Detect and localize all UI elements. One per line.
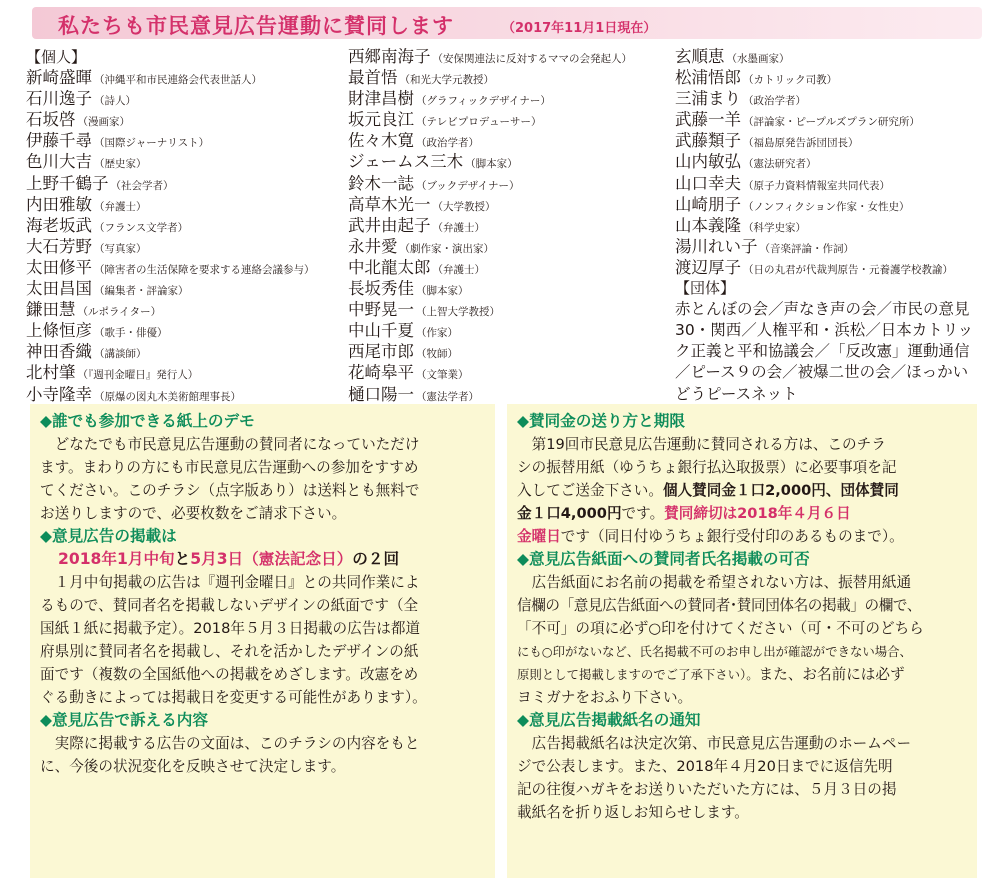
- group-list-line: どうピースネット: [675, 384, 798, 403]
- supporter-name: 神田香織: [26, 342, 92, 362]
- supporter-entry: [26, 109, 346, 130]
- supporter-role: （水墨画家）: [726, 53, 790, 65]
- supporter-role: （詩人）: [94, 95, 136, 108]
- supporter-entry: [348, 67, 668, 88]
- supporter-name: 渡辺厚子: [675, 257, 741, 277]
- supporter-role: （弁護士）: [432, 221, 485, 234]
- supporter-role: （大学教授）: [432, 200, 496, 213]
- supporters-column-3: [675, 46, 995, 405]
- supporter-entry: [675, 194, 995, 215]
- supporter-name: 湯川れい子: [675, 236, 758, 256]
- section-title-paper-demo: ◆誰でも参加できる紙上のデモ: [40, 412, 255, 430]
- supporter-role: （漫画家）: [77, 116, 130, 129]
- supporter-role: （安保関連法に反対するママの会発起人）: [432, 53, 632, 65]
- supporter-entry: [348, 215, 668, 236]
- supporter-name: 小寺隆幸: [26, 384, 92, 404]
- group-list-line: 30・関西／人権平和・浜松／日本カトリッ: [675, 321, 974, 340]
- supporter-entry: [26, 320, 346, 341]
- supporter-name: 中山千夏: [348, 321, 414, 341]
- supporter-role: （憲法研究者）: [743, 158, 817, 171]
- supporter-entry: [348, 109, 668, 130]
- supporter-entry: [26, 151, 346, 172]
- group-list-line: ／ピース９の会／被爆二世の会／ほっかい: [675, 363, 969, 382]
- supporter-entry: [348, 194, 668, 215]
- info-panel-right: [507, 404, 977, 878]
- supporters-column-1: [26, 46, 346, 405]
- section-title-notification: ◆意見広告掲載紙名の通知: [517, 711, 701, 729]
- supporter-name: 鈴木一誌: [348, 173, 414, 193]
- supporter-entry: [26, 257, 346, 278]
- supporter-name: 玄順恵: [675, 47, 725, 66]
- supporter-role: （弁護士）: [94, 200, 147, 213]
- supporter-entry: [348, 299, 668, 320]
- supporter-name: 中野晃一: [348, 300, 414, 320]
- supporter-name: 伊藤千尋: [26, 131, 92, 151]
- supporter-entry: [348, 88, 668, 109]
- supporter-role: （ルポライター）: [77, 306, 162, 319]
- supporter-entry: [348, 320, 668, 341]
- supporter-name: 花崎皋平: [348, 363, 414, 383]
- supporter-role: （歴史家）: [94, 158, 147, 171]
- supporter-entry: [348, 278, 668, 299]
- supporter-entry: [348, 384, 668, 405]
- supporter-name: ジェームス三木: [348, 152, 464, 172]
- paper-demo-text: どなたでも市民意見広告運動の賛同者になっていただけ ます。まわりの方にも市民意見広告運動への参加をすすめ てください。このチラシ（点字版あり）は送料とも無料で お送りしますので、必要枚数をご請求下さい。: [40, 436, 420, 522]
- supporter-role: （音楽評論・作詞）: [759, 242, 854, 255]
- supporter-role: （政治学者）: [743, 95, 806, 108]
- section-title-donation: ◆賛同金の送り方と期限: [517, 412, 685, 430]
- donation-text: 第19回市民意見広告運動に賛同される方は、このチラ シの振替用紙（ゆうちょ銀行払込取扱票）に必要事項を記 入してご送金下さい。個人賛同金１口2,000円、団体賛同 金１口4,000円です。賛同締切は2018年４月６日 金曜日です（同日付ゆうちょ銀行受付印のあるものまで）。: [517, 436, 904, 545]
- supporter-role: （社会学者）: [110, 179, 174, 192]
- notification-text: 広告掲載紙名は決定次第、市民意見広告運動のホームペー ジで公表します。また、2018年４月20日までに返信先明 記の往復ハガキをお送りいただいた方には、５月３日の掲 載紙名を折り返しお知らせします。: [517, 735, 912, 821]
- section-title-publication: ◆意見広告の掲載は: [40, 527, 177, 545]
- supporter-role: （障害者の生活保障を要求する連絡会議参与）: [94, 263, 315, 276]
- group-list-line: 赤とんぼの会／声なき声の会／市民の意見: [675, 300, 970, 319]
- supporter-name: 北村肇: [26, 363, 76, 383]
- supporter-role: （編集者・評論家）: [94, 285, 189, 298]
- supporter-entry: [26, 88, 346, 109]
- supporter-entry: [675, 88, 995, 109]
- supporter-name: 三浦まり: [675, 89, 741, 109]
- supporter-entry: [675, 151, 995, 172]
- publication-text: １月中旬掲載の広告は『週刊金曜日』との共同作業によ るもので、賛同者名を掲載しないデザインの紙面です（全 国紙１紙に掲載予定）。2018年５月３日掲載の広告は都道 府県別に賛同者名を掲載し、それを活かしたデザインの紙 面です（複数の全国紙他への掲載をめざします。改憲をめ ぐる動きによっては掲載日を変更する可能性があります）。: [40, 574, 427, 706]
- supporter-role: （『週刊金曜日』発行人）: [77, 369, 199, 382]
- supporter-role: （劇作家・演出家）: [399, 242, 494, 255]
- supporter-role: （弁護士）: [432, 263, 485, 276]
- supporter-entry: [675, 67, 995, 88]
- info-panel-left: [30, 404, 495, 878]
- supporter-entry: [675, 173, 995, 194]
- supporter-entry: [675, 130, 995, 151]
- supporter-name: 武井由起子: [348, 215, 431, 235]
- publication-dates: 2018年1月中旬と5月3日（憲法記念日）の２回: [58, 550, 400, 568]
- supporter-entry: [348, 257, 668, 278]
- supporter-name: 坂元良江: [348, 110, 414, 130]
- supporter-name: 山口幸夫: [675, 173, 741, 193]
- supporter-role: （ブックデザイナー）: [416, 179, 520, 192]
- supporter-entry: [26, 130, 346, 151]
- supporter-role: （科学史家）: [743, 221, 806, 234]
- supporter-entry: [26, 194, 346, 215]
- supporter-name: 新崎盛暉: [26, 68, 92, 88]
- supporter-role: （脚本家）: [465, 158, 518, 171]
- deadline: 賛同締切は2018年４月６日: [664, 505, 851, 522]
- supporter-name: 武藤類子: [675, 131, 741, 151]
- supporter-role: （ノンフィクション作家・女性史）: [743, 200, 910, 213]
- supporter-role: （講談師）: [94, 348, 147, 361]
- supporter-name: 上野千鶴子: [26, 173, 109, 193]
- title-banner: [32, 7, 982, 39]
- supporter-role: （原爆の図丸木美術館理事長）: [94, 390, 241, 403]
- supporter-role: （憲法学者）: [416, 390, 479, 403]
- section-title-content: ◆意見広告で訴える内容: [40, 711, 208, 729]
- supporter-name: 鎌田慧: [26, 300, 76, 320]
- supporter-role: （カトリック司教）: [743, 74, 838, 87]
- supporter-name: 中北龍太郎: [348, 257, 431, 277]
- supporter-entry: [675, 109, 995, 130]
- supporter-role: （国際ジャーナリスト）: [94, 137, 210, 150]
- supporter-name: 石川逸子: [26, 89, 92, 109]
- supporter-entry: [348, 362, 668, 383]
- supporter-name: 海老坂武: [26, 215, 92, 235]
- supporter-entry: [26, 362, 346, 383]
- groups-heading: 【団体】: [675, 279, 736, 298]
- supporter-entry: [26, 236, 346, 257]
- supporter-role: （和光大学元教授）: [399, 74, 494, 87]
- supporter-role: （フランス文学者）: [94, 221, 189, 234]
- supporter-name: 高草木光一: [348, 194, 431, 214]
- supporter-name: 上條恒彦: [26, 321, 92, 341]
- supporter-entry: [26, 173, 346, 194]
- supporter-name: 永井愛: [348, 236, 398, 256]
- supporter-role: （評論家・ピープルズプラン研究所）: [743, 116, 920, 129]
- supporter-role: （歌手・俳優）: [94, 327, 168, 340]
- supporter-entry: [675, 215, 995, 236]
- supporter-entry: [675, 46, 995, 67]
- supporter-name: 松浦悟郎: [675, 68, 741, 88]
- supporters-column-2: [348, 46, 668, 405]
- supporter-name: 色川大吉: [26, 152, 92, 172]
- supporter-entry: [26, 278, 346, 299]
- supporter-name: 武藤一羊: [675, 110, 741, 130]
- supporter-role: （作家）: [416, 327, 458, 340]
- supporter-name: 【個人】: [26, 48, 87, 66]
- supporter-role: （文筆業）: [416, 369, 469, 382]
- supporter-role: （脚本家）: [416, 285, 469, 298]
- supporter-entry: [348, 130, 668, 151]
- supporter-entry: [26, 341, 346, 362]
- supporter-name: 石坂啓: [26, 110, 76, 130]
- supporter-role: （福島原発告訴団団長）: [743, 137, 859, 150]
- supporter-role: （沖縄平和市民連絡会代表世話人）: [94, 74, 262, 87]
- supporter-entry: [26, 384, 346, 405]
- supporter-name: 太田修平: [26, 257, 92, 277]
- supporter-name: 佐々木寛: [348, 131, 414, 151]
- supporter-entry: [348, 151, 668, 172]
- as-of-date: （2017年11月1日現在）: [502, 21, 657, 36]
- supporter-role: （写真家）: [94, 242, 147, 255]
- supporter-name: 山本義隆: [675, 215, 741, 235]
- supporter-name: 山崎朋子: [675, 194, 741, 214]
- supporter-name: 山内敏弘: [675, 152, 741, 172]
- supporter-role: （テレビプロデューサー）: [416, 116, 542, 129]
- supporter-role: （原子力資料情報室共同代表）: [743, 179, 890, 192]
- section-title-name-listing: ◆意見広告紙面への賛同者氏名掲載の可否: [517, 550, 810, 568]
- supporter-name: 西郷南海子: [348, 47, 431, 66]
- supporter-name: 太田昌国: [26, 279, 92, 299]
- supporter-entry: [348, 341, 668, 362]
- supporter-entry: [675, 257, 995, 278]
- supporter-role: （上智大学教授）: [416, 306, 500, 319]
- supporter-name: 西尾市郎: [348, 342, 414, 362]
- supporter-entry: [675, 236, 995, 257]
- supporter-entry: [26, 67, 346, 88]
- content-text: 実際に掲載する広告の文面は、このチラシの内容をもと に、今後の状況変化を反映させて決定します。: [40, 735, 420, 775]
- group-list-line: ク正義と平和協議会／「反改憲」運動通信: [675, 342, 970, 361]
- supporter-entry: [26, 215, 346, 236]
- supporter-entry: [26, 299, 346, 320]
- supporter-name: 内田雅敏: [26, 194, 92, 214]
- supporter-name: 樋口陽一: [348, 384, 414, 404]
- supporter-role: （牧師）: [416, 348, 458, 361]
- supporter-name: 最首悟: [348, 68, 398, 88]
- name-listing-text: 広告紙面にお名前の掲載を希望されない方は、振替用紙通 信欄の「意見広告紙面への賛同者･賛同団体名の掲載」の欄で、 「不可」の項に必ず○印を付けてください（可・不可のどちら にも○印がないなど、氏名掲載不可のお申し出が確認ができない場合、 原則として掲載しますのでご了承下さい）。また、お名前には必ず ヨミガナをおふり下さい。: [517, 574, 924, 706]
- supporter-entry: [348, 46, 668, 67]
- supporter-name: 大石芳野: [26, 236, 92, 256]
- page-title: 私たちも市民意見広告運動に賛同します: [58, 14, 454, 38]
- supporter-entry: [348, 236, 668, 257]
- supporter-role: （グラフィックデザイナー）: [416, 95, 551, 108]
- supporter-name: 財津昌樹: [348, 89, 414, 109]
- supporter-name: 長坂秀佳: [348, 279, 414, 299]
- supporter-role: （政治学者）: [416, 137, 479, 150]
- supporter-entry: [348, 173, 668, 194]
- supporter-role: （日の丸君が代裁判原告・元養護学校教諭）: [743, 263, 953, 276]
- section-heading-individuals: [26, 46, 346, 67]
